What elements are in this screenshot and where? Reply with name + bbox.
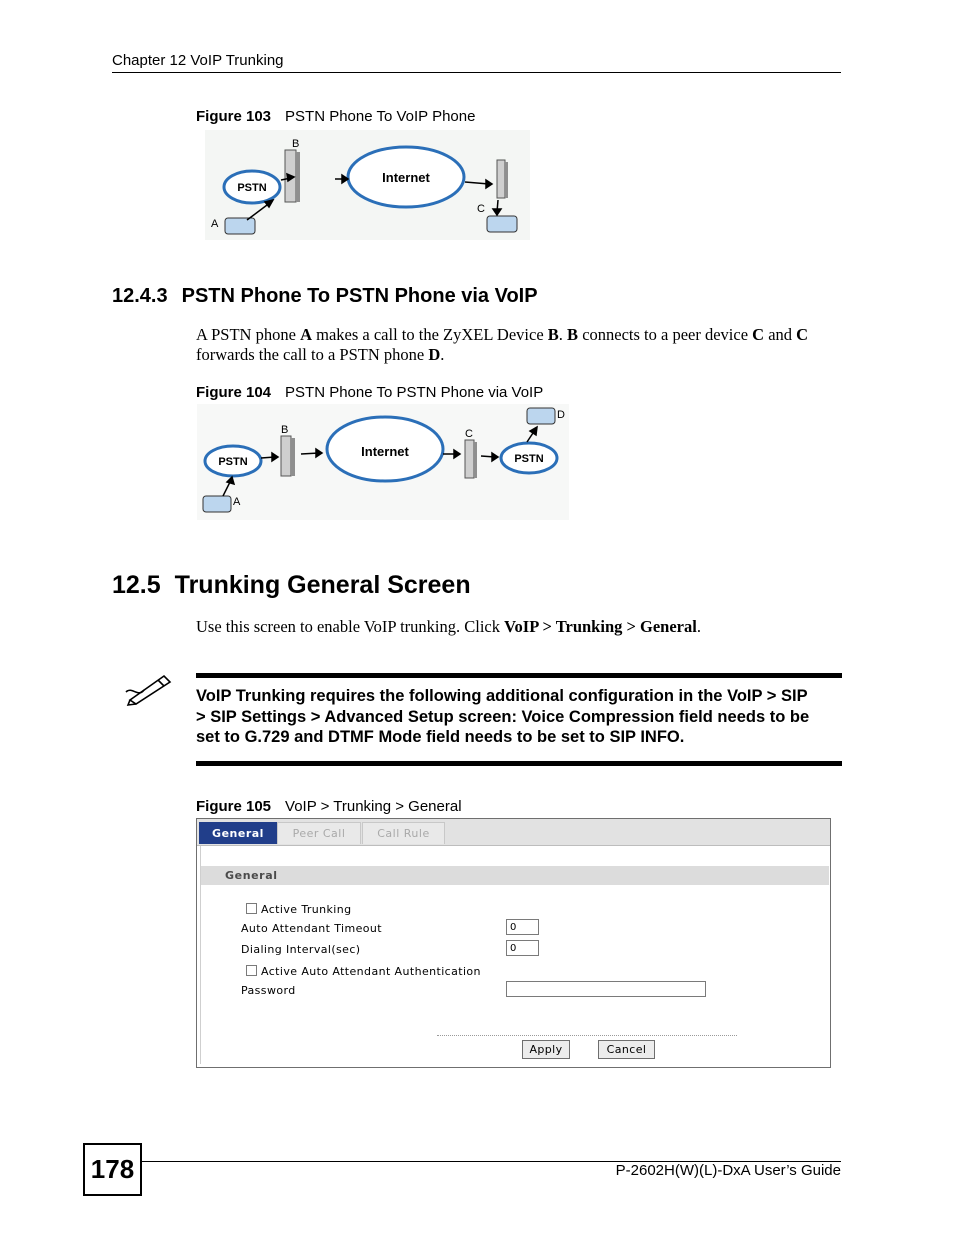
auto-attendant-timeout-label: Auto Attendant Timeout bbox=[241, 922, 382, 935]
note-top-bar bbox=[196, 673, 842, 678]
section-number: 12.5 bbox=[112, 571, 161, 599]
section-header-bar bbox=[201, 866, 829, 885]
label-b: B bbox=[292, 138, 300, 150]
figure-103-label: Figure 103 bbox=[196, 108, 272, 125]
label-a: A bbox=[211, 218, 219, 230]
figure-104-label: Figure 104 bbox=[196, 384, 272, 401]
figure-103-caption bbox=[196, 108, 475, 125]
paragraph-line-2: forwards the call to a PSTN phone D. bbox=[196, 345, 445, 364]
active-auto-attendant-auth-checkbox[interactable] bbox=[246, 965, 257, 976]
figure-104-title: PSTN Phone To PSTN Phone via VoIP bbox=[285, 384, 544, 401]
tab-general[interactable]: General bbox=[199, 822, 277, 844]
dialing-interval-input[interactable]: 0 bbox=[506, 940, 539, 956]
pstn-left-label: PSTN bbox=[218, 456, 248, 468]
figure-103-title: PSTN Phone To VoIP Phone bbox=[285, 108, 476, 125]
cancel-button[interactable]: Cancel bbox=[598, 1040, 655, 1059]
tab-peer-call[interactable]: Peer Call bbox=[277, 822, 361, 844]
pstn-label: PSTN bbox=[237, 182, 267, 194]
button-separator bbox=[437, 1035, 737, 1036]
figure-103-diagram bbox=[205, 130, 530, 240]
label-c: C bbox=[465, 428, 473, 440]
guide-title: P-2602H(W)(L)-DxA User’s Guide bbox=[615, 1162, 841, 1179]
internet-label: Internet bbox=[382, 170, 430, 185]
peer-device-icon bbox=[497, 160, 508, 198]
pstn-right-label: PSTN bbox=[514, 453, 544, 465]
auto-attendant-timeout-input[interactable]: 0 bbox=[506, 919, 539, 935]
section-12-4-3-paragraph bbox=[196, 325, 842, 365]
label-c: C bbox=[477, 203, 485, 215]
section-number: 12.4.3 bbox=[112, 285, 168, 307]
page-number: 178 bbox=[90, 1154, 135, 1184]
trunking-general-screen bbox=[196, 818, 831, 1068]
figure-104-caption bbox=[196, 384, 543, 401]
note-line-1: VoIP Trunking requires the following additional configuration in the VoIP > SIP bbox=[196, 687, 808, 705]
note-bottom-bar bbox=[196, 761, 842, 766]
tab-call-rule[interactable]: Call Rule bbox=[362, 822, 445, 844]
peer-device-c-icon bbox=[465, 440, 477, 478]
chapter-header: Chapter 12 VoIP Trunking bbox=[112, 52, 284, 69]
zyxel-device-b-icon bbox=[281, 436, 295, 476]
figure-105-label: Figure 105 bbox=[196, 798, 272, 815]
tab-bar bbox=[197, 819, 830, 846]
label-b: B bbox=[281, 424, 289, 436]
label-d: D bbox=[557, 409, 565, 421]
pencil-note-icon bbox=[124, 670, 174, 706]
dialing-interval-label: Dialing Interval(sec) bbox=[241, 943, 361, 956]
note-line-2: > SIP Settings > Advanced Setup screen: Voice Compression field needs to be bbox=[196, 707, 810, 726]
phone-a-icon bbox=[225, 218, 255, 234]
section-title: General bbox=[225, 869, 278, 882]
figure-104-diagram bbox=[197, 404, 569, 520]
section-12-4-3-heading bbox=[112, 285, 538, 308]
apply-button[interactable]: Apply bbox=[522, 1040, 570, 1059]
active-trunking-checkbox[interactable] bbox=[246, 903, 257, 914]
voip-phone-icon bbox=[487, 216, 517, 232]
label-a: A bbox=[233, 496, 241, 508]
section-12-5-heading bbox=[112, 571, 471, 600]
section-title: Trunking General Screen bbox=[174, 571, 471, 599]
password-label: Password bbox=[241, 984, 296, 997]
phone-a-icon bbox=[203, 496, 231, 512]
figure-105-title: VoIP > Trunking > General bbox=[285, 798, 462, 815]
figure-105-caption bbox=[196, 798, 462, 815]
note-line-3: set to G.729 and DTMF Mode field needs to be set to SIP INFO. bbox=[196, 728, 685, 746]
paragraph-line-1: A PSTN phone A makes a call to the ZyXEL Device B. B connects to a peer device C and C bbox=[196, 325, 809, 344]
phone-d-icon bbox=[527, 408, 555, 424]
section-12-5-paragraph: Use this screen to enable VoIP trunking. Click VoIP > Trunking > General. bbox=[196, 617, 701, 636]
menu-path: VoIP > Trunking > General bbox=[504, 617, 697, 636]
note-text bbox=[196, 686, 842, 748]
password-input[interactable] bbox=[506, 981, 706, 997]
active-auto-attendant-auth-label: Active Auto Attendant Authentication bbox=[261, 965, 481, 978]
header-rule bbox=[112, 72, 841, 73]
section-title: PSTN Phone To PSTN Phone via VoIP bbox=[181, 285, 538, 307]
internet-label: Internet bbox=[361, 444, 409, 459]
active-trunking-label: Active Trunking bbox=[261, 903, 352, 916]
